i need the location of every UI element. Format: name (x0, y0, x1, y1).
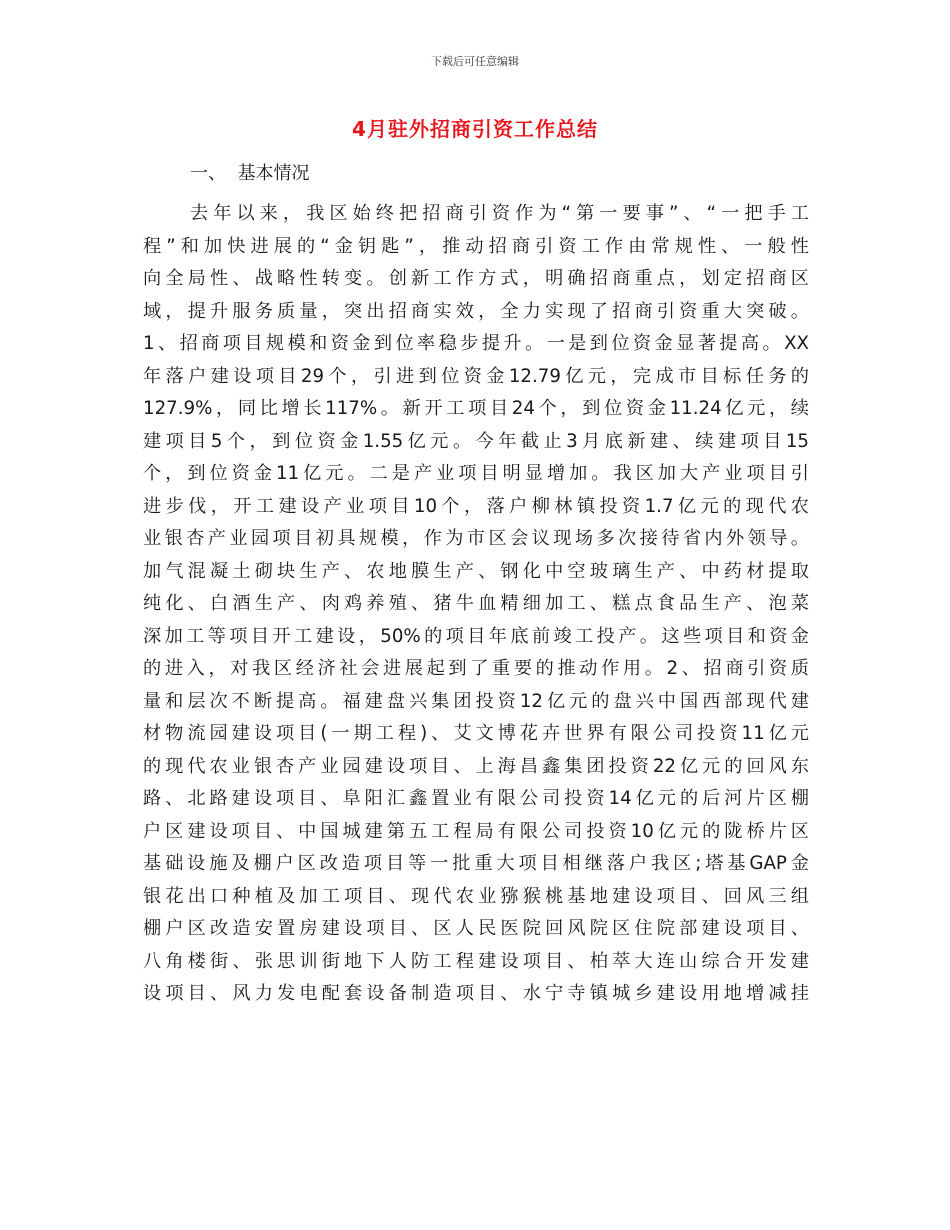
page-header: 下载后可任意编辑 (431, 55, 519, 68)
text-line: 基础设施及棚户区改造项目等一批重大项目相继落户我区;塔基GAP金 (143, 853, 809, 874)
body-paragraph (143, 198, 809, 1011)
text-line: 户区建设项目、中国城建第五工程局有限公司投资10亿元的陇桥片区 (143, 820, 809, 842)
text-line: 127.9%，同比增长117%。新开工项目24个，到位资金11.24亿元，续 (143, 398, 809, 419)
text-line: 程”和加快进展的“金钥匙”，推动招商引资工作由常规性、一般性 (143, 235, 809, 257)
text-line: 八角楼街、张思训街地下人防工程建设项目、柏萃大连山综合开发建 (143, 950, 809, 972)
text-line: 加气混凝土砌块生产、农地膜生产、钢化中空玻璃生产、中药材提取 (143, 560, 809, 582)
text-line: 路、北路建设项目、阜阳汇鑫置业有限公司投资14亿元的后河片区棚 (143, 788, 809, 809)
text-line: 1、招商项目规模和资金到位率稳步提升。一是到位资金显著提高。XX (143, 333, 809, 354)
text-line: 材物流园建设项目(一期工程)、艾文博花卉世界有限公司投资11亿元 (143, 723, 809, 744)
text-line: 棚户区改造安置房建设项目、区人民医院回风院区住院部建设项目、 (143, 918, 809, 939)
text-line: 业银杏产业园项目初具规模，作为市区会议现场多次接待省内外领导。 (143, 528, 809, 549)
text-line: 向全局性、战略性转变。创新工作方式，明确招商重点，划定招商区 (143, 268, 809, 289)
text-line: 的现代农业银杏产业园建设项目、上海昌鑫集团投资22亿元的回风东 (143, 755, 809, 777)
text-line: 个，到位资金11亿元。二是产业项目明显增加。我区加大产业项目引 (143, 463, 809, 484)
text-line: 域，提升服务质量，突出招商实效，全力实现了招商引资重大突破。 (143, 300, 809, 322)
text-line: 量和层次不断提高。福建盘兴集团投资12亿元的盘兴中国西部现代建 (143, 690, 809, 712)
text-line: 进步伐，开工建设产业项目10个，落户柳林镇投资1.7亿元的现代农 (143, 495, 809, 517)
text-line: 设项目、风力发电配套设备制造项目、水宁寺镇城乡建设用地增减挂 (143, 983, 809, 1004)
document-title: 4月驻外招商引资工作总结 (352, 117, 598, 141)
text-line: 的进入，对我区经济社会进展起到了重要的推动作用。2、招商引资质 (143, 658, 809, 679)
text-line: 去年以来，我区始终把招商引资作为“第一要事”、“一把手工 (190, 203, 809, 224)
text-line: 年落户建设项目29个，引进到位资金12.79亿元，完成市目标任务的 (143, 365, 809, 387)
text-line: 深加工等项目开工建设，50%的项目年底前竣工投产。这些项目和资金 (143, 625, 809, 647)
section-heading: 一、 基本情况 (190, 163, 310, 184)
text-line: 建项目5个，到位资金1.55亿元。今年截止3月底新建、续建项目15 (143, 430, 809, 452)
text-line: 银花出口种植及加工项目、现代农业猕猴桃基地建设项目、回风三组 (143, 885, 809, 907)
text-line: 纯化、白酒生产、肉鸡养殖、猪牛血精细加工、糕点食品生产、泡菜 (143, 593, 809, 614)
